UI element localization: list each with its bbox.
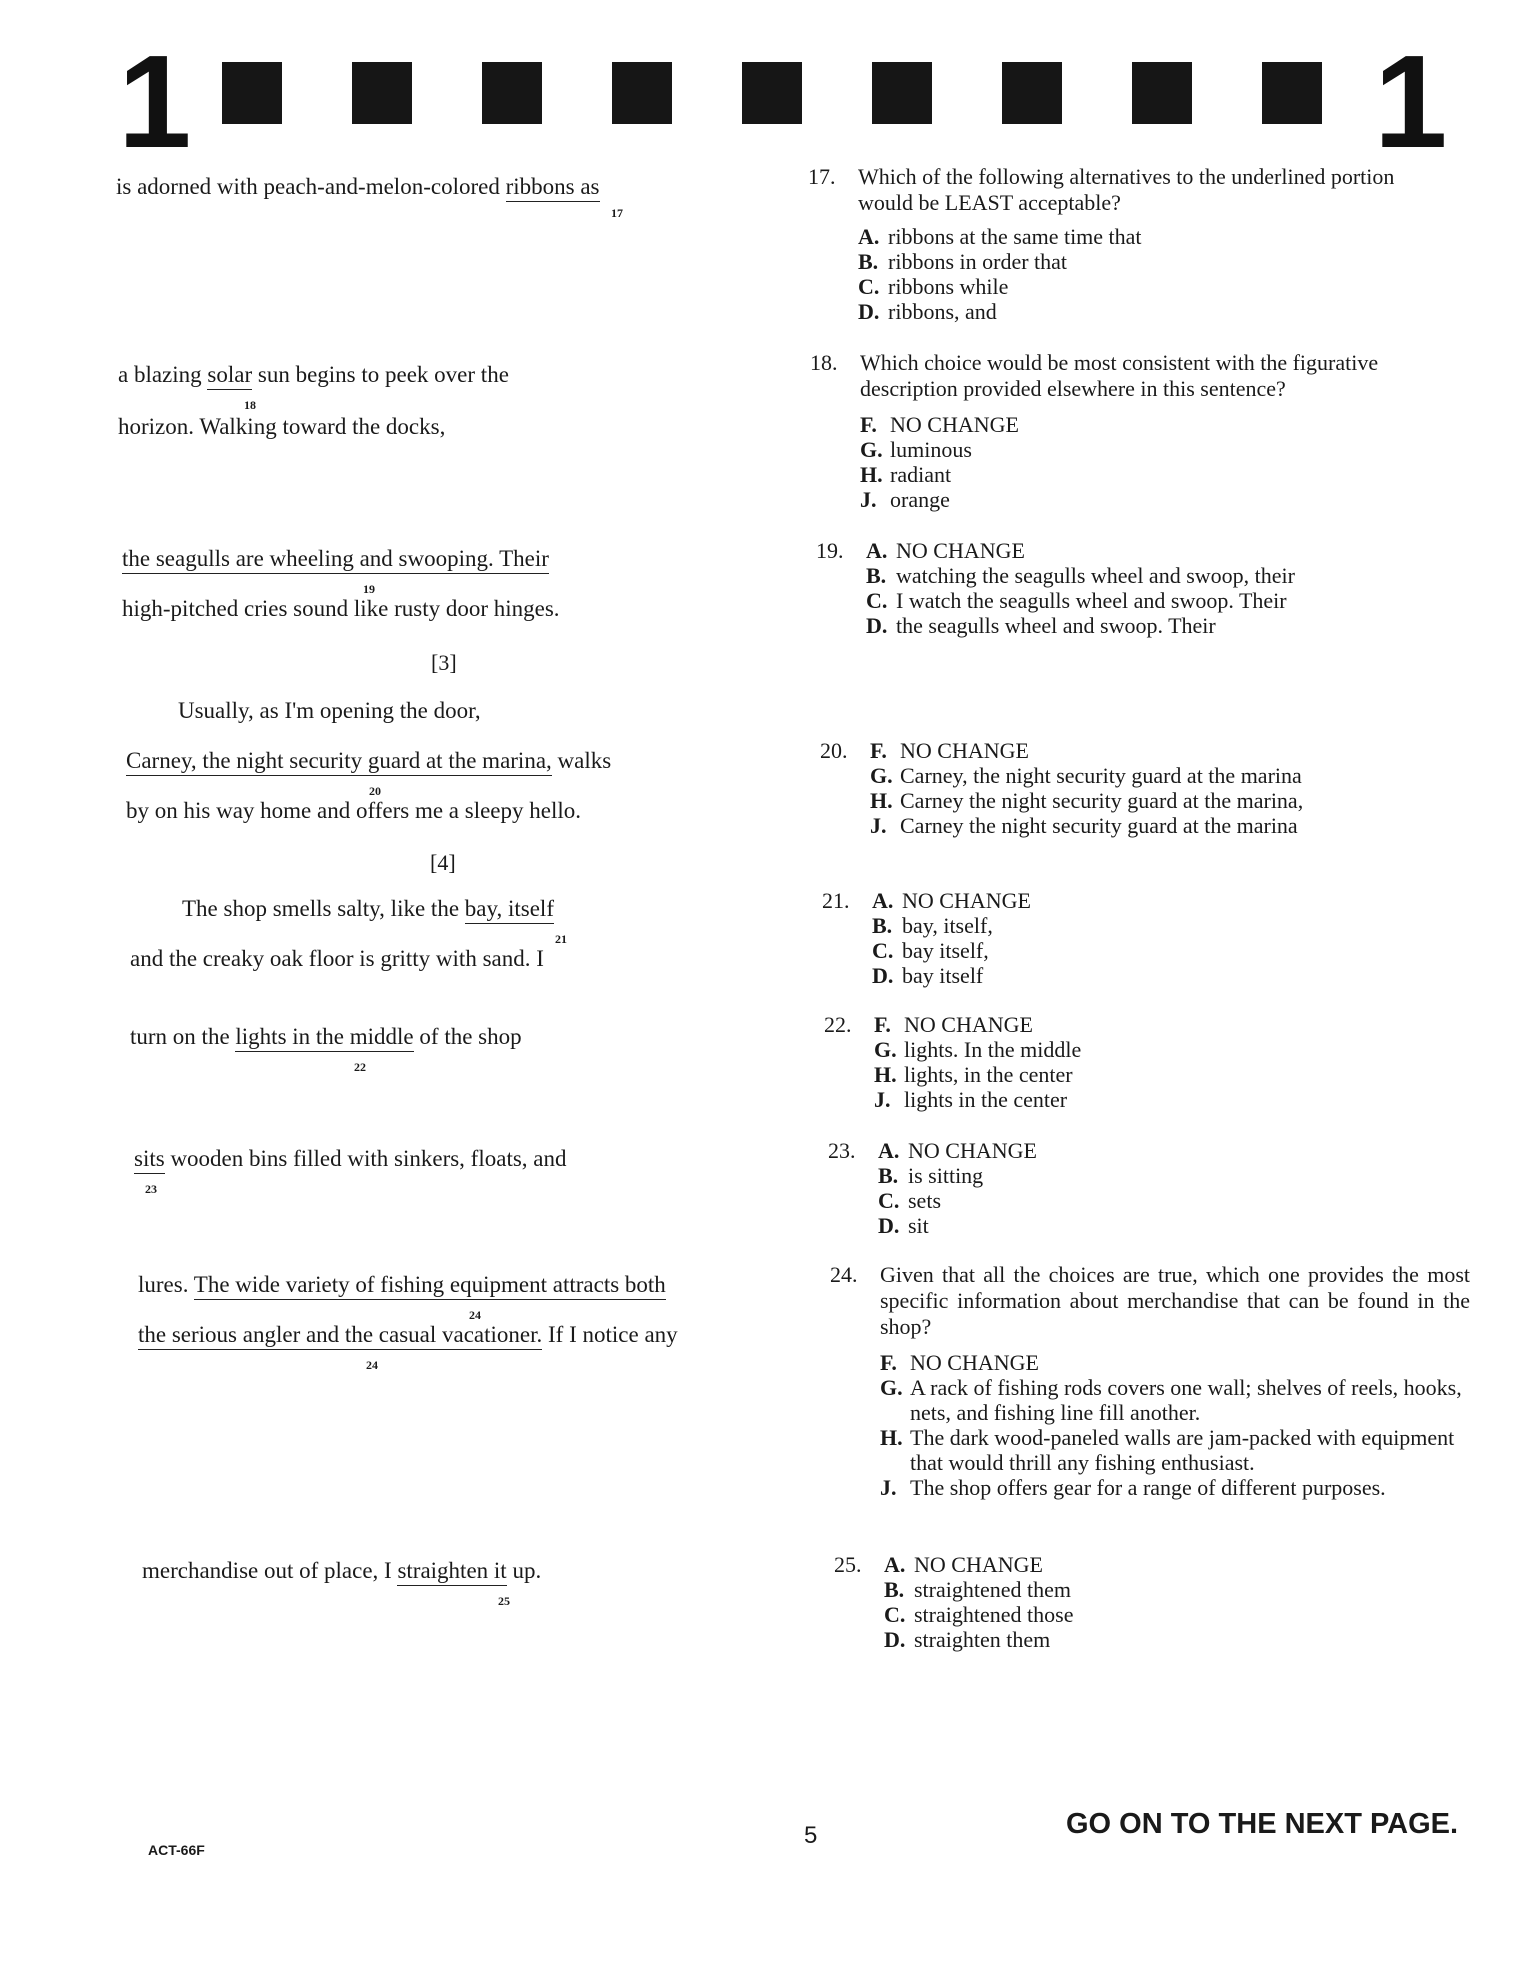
question-number: 24. [830, 1262, 858, 1287]
underlined-portion: solar [207, 362, 252, 390]
question-marker: 24 [469, 1308, 481, 1322]
passage-line: Carney, the night security guard at the marina, walks [126, 748, 611, 774]
answer-option-f[interactable]: F. NO CHANGE [874, 1012, 1033, 1037]
section-number-right: 1 [1374, 28, 1448, 175]
passage-line: a blazing solar sun begins to peek over the [118, 362, 509, 388]
header-block [352, 62, 412, 124]
question-number: 17. [808, 164, 836, 189]
header-block [1002, 62, 1062, 124]
underlined-portion: bay, itself [465, 896, 554, 924]
answer-option-d[interactable]: D. sit [878, 1213, 929, 1238]
answer-option-c[interactable]: C. bay itself, [872, 938, 989, 963]
answer-option-j[interactable]: J. orange [860, 487, 950, 512]
answer-option-c[interactable]: C. I watch the seagulls wheel and swoop. Their [866, 588, 1287, 613]
question-22 [824, 1012, 1464, 1112]
underlined-portion: lights in the middle [235, 1024, 413, 1052]
answer-option-h[interactable]: H. lights, in the center [874, 1062, 1073, 1087]
passage-line: is adorned with peach-and-melon-colored ribbons as [116, 174, 600, 200]
go-on-next-page: GO ON TO THE NEXT PAGE. [1066, 1808, 1459, 1840]
paragraph-number: [4] [430, 850, 456, 875]
answer-option-d[interactable]: D. ribbons, and [858, 299, 997, 324]
passage-line: the serious angler and the casual vacationer. If I notice any [138, 1322, 678, 1348]
underlined-portion: the serious angler and the casual vacationer. [138, 1322, 542, 1350]
question-number: 20. [820, 738, 848, 763]
answer-option-f[interactable]: F. NO CHANGE [870, 738, 1029, 763]
question-marker: 17 [611, 206, 623, 220]
answer-option-g[interactable]: G. lights. In the middle [874, 1037, 1082, 1062]
underlined-portion: straighten it [397, 1558, 506, 1586]
answer-option-b[interactable]: B. straightened them [884, 1577, 1072, 1602]
passage-line: high-pitched cries sound like rusty door hinges. [122, 596, 560, 621]
page-number: 5 [804, 1822, 818, 1849]
answer-option-a[interactable]: A. ribbons at the same time that [858, 224, 1142, 249]
answer-option-j[interactable]: J. Carney the night security guard at the marina [870, 813, 1298, 838]
question-number: 23. [828, 1138, 856, 1163]
question-24 [830, 1262, 1470, 1500]
answer-option-b[interactable]: B. bay, itself, [872, 913, 993, 938]
question-number: 18. [810, 350, 838, 375]
answer-option-c[interactable]: C. sets [878, 1188, 941, 1213]
header-block [1132, 62, 1192, 124]
answer-option-a[interactable]: A. NO CHANGE [878, 1138, 1037, 1163]
form-code: ACT-66F [148, 1842, 205, 1858]
question-marker: 22 [354, 1060, 366, 1074]
underlined-portion: Carney, the night security guard at the marina, [126, 748, 552, 776]
question-19 [816, 538, 1456, 638]
passage-line: horizon. Walking toward the docks, [118, 414, 446, 439]
passage-line: and the creaky oak floor is gritty with sand. I [130, 946, 544, 971]
question-18 [810, 350, 1450, 512]
question-25 [834, 1552, 1474, 1652]
question-number: 21. [822, 888, 850, 913]
question-marker: 21 [555, 932, 567, 946]
header-block [1262, 62, 1322, 124]
passage-line: turn on the lights in the middle of the shop [130, 1024, 522, 1050]
passage-line: lures. The wide variety of fishing equipment attracts both [138, 1272, 666, 1298]
answer-option-a[interactable]: A. NO CHANGE [872, 888, 1031, 913]
question-text: Which choice would be most consistent with the figurative description provided elsewhere in this sentence? [860, 350, 1379, 401]
answer-option-g[interactable]: G. A rack of fishing rods covers one wall; shelves of reels, hooks, nets, and fishing line fill another. [880, 1375, 1462, 1425]
question-17 [808, 164, 1448, 324]
question-number: 22. [824, 1012, 852, 1037]
answer-option-g[interactable]: G. Carney, the night security guard at the marina [870, 763, 1302, 788]
answer-option-f[interactable]: F. NO CHANGE [880, 1350, 1039, 1375]
answer-option-b[interactable]: B. watching the seagulls wheel and swoop, their [866, 563, 1295, 588]
answer-option-d[interactable]: D. straighten them [884, 1627, 1051, 1652]
underlined-portion: sits [134, 1146, 165, 1174]
answer-option-g[interactable]: G. luminous [860, 437, 972, 462]
answer-option-h[interactable]: H. Carney the night security guard at the marina, [870, 788, 1304, 813]
question-marker: 23 [145, 1182, 157, 1196]
section-number-left: 1 [118, 28, 192, 175]
answer-option-a[interactable]: A. NO CHANGE [866, 538, 1025, 563]
question-23 [828, 1138, 1468, 1238]
answer-option-f[interactable]: F. NO CHANGE [860, 412, 1019, 437]
answer-option-c[interactable]: C. straightened those [884, 1602, 1074, 1627]
question-21 [822, 888, 1462, 988]
answer-option-a[interactable]: A. NO CHANGE [884, 1552, 1043, 1577]
underlined-portion: the seagulls are wheeling and swooping. Their [122, 546, 549, 574]
question-number: 19. [816, 538, 844, 563]
question-marker: 19 [363, 582, 375, 596]
question-marker: 20 [369, 784, 381, 798]
answer-option-j[interactable]: J. The shop offers gear for a range of different purposes. [880, 1475, 1386, 1500]
answer-option-h[interactable]: H. The dark wood-paneled walls are jam-packed with equipment that would thrill any fishing enthusiast. [880, 1425, 1455, 1475]
passage-line: The shop smells salty, like the bay, itself [182, 896, 554, 922]
answer-option-h[interactable]: H. radiant [860, 462, 952, 487]
underlined-portion: The wide variety of fishing equipment attracts both [194, 1272, 666, 1300]
answer-option-b[interactable]: B. is sitting [878, 1163, 984, 1188]
passage-line: sits wooden bins filled with sinkers, floats, and [134, 1146, 567, 1172]
passage-line: by on his way home and offers me a sleepy hello. [126, 798, 581, 823]
passage-line: merchandise out of place, I straighten it up. [142, 1558, 541, 1584]
answer-option-d[interactable]: D. the seagulls wheel and swoop. Their [866, 613, 1216, 638]
answer-option-j[interactable]: J. lights in the center [874, 1087, 1068, 1112]
question-text: Given that all the choices are true, which one provides the most specific information about merchandise that can be found in the shop? [880, 1262, 1470, 1339]
passage-line: Usually, as I'm opening the door, [178, 698, 481, 723]
question-marker: 18 [244, 398, 256, 412]
question-text: Which of the following alternatives to the underlined portion would be LEAST acceptable? [858, 164, 1395, 215]
question-marker: 25 [498, 1594, 510, 1608]
header-block [742, 62, 802, 124]
passage-line [122, 546, 549, 572]
header-block [222, 62, 282, 124]
question-20 [820, 738, 1460, 838]
paragraph-number: [3] [431, 650, 457, 675]
underlined-portion: ribbons as [506, 174, 600, 202]
answer-option-c[interactable]: C. ribbons while [858, 274, 1009, 299]
question-number: 25. [834, 1552, 862, 1577]
answer-option-d[interactable]: D. bay itself [872, 963, 984, 988]
question-marker: 24 [366, 1358, 378, 1372]
header-block [482, 62, 542, 124]
header-block [612, 62, 672, 124]
header-block [872, 62, 932, 124]
answer-option-b[interactable]: B. ribbons in order that [858, 249, 1068, 274]
